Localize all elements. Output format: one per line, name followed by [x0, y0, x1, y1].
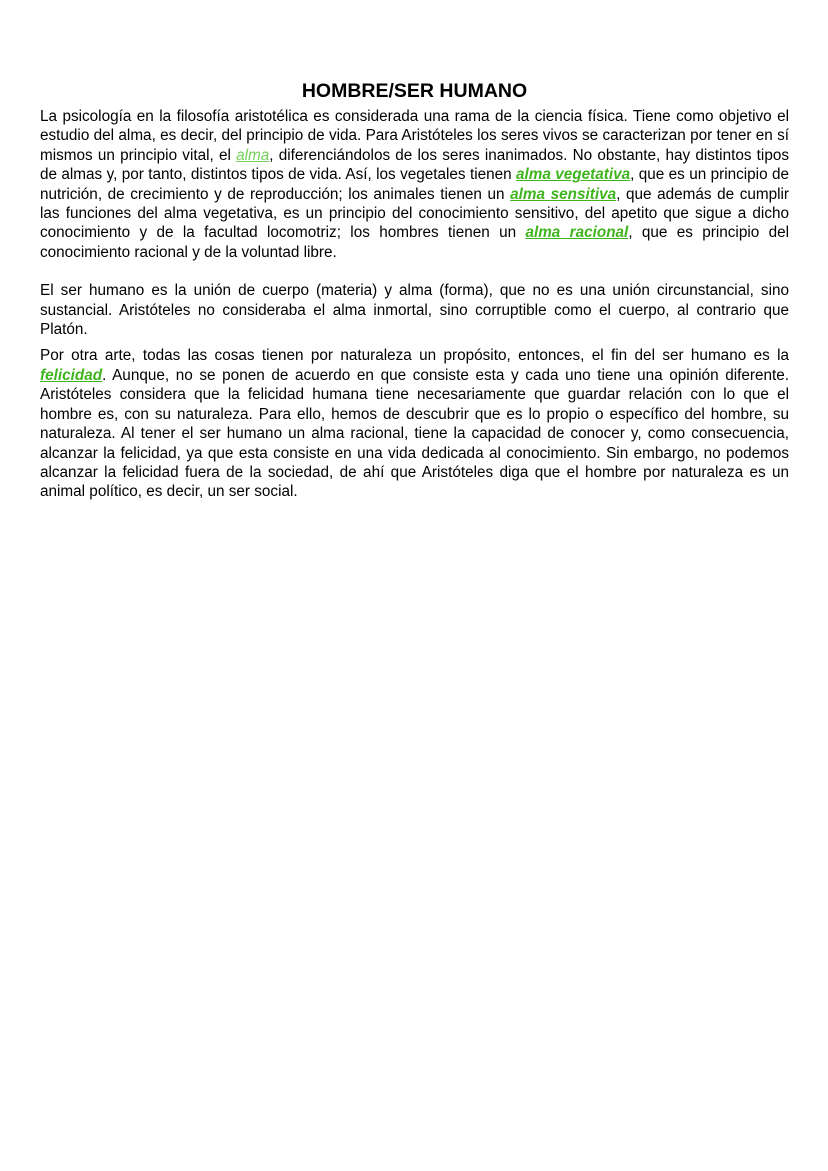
text-segment: La psicología en la filosofía aristotélica es considerada una rama de la ciencia física. Tiene como objetivo el estudio del alma, es decir, del principio de vida. Para Aristóteles los seres vivos se caracterizan por tener en sí mismos un principio vital, el: [40, 108, 789, 164]
term-alma-sensitiva: alma sensitiva: [510, 185, 617, 203]
text-segment: , diferenciándolos de los seres inanimados. No obstante, hay distintos tipos de almas y, por tanto, distintos tipos de vida. Así, los vegetales tienen: [40, 146, 789, 184]
term-alma-racional: alma racional: [525, 224, 629, 242]
text-segment: , que es un principio de nutrición, de crecimiento y de reproducción; los animales tienen un: [40, 166, 789, 203]
text-segment: . Aunque, no se ponen de acuerdo en que consiste esta y cada uno tiene una opinión diferente. Aristóteles considera que la felicidad humana tiene necesariamente que guardar relación con lo que el hombre es, con su naturaleza. Para ello, hemos de descubrir que es lo propio o específico del hombre, su naturaleza. Al tener el ser humano un alma racional, tiene la capacidad de conocer y, como consecuencia, alcanzar la felicidad, ya que esta consiste en una vida dedicada al conocimiento. Sin embargo, no podemos alcanzar la felicidad fuera de la sociedad, de ahí que Aristóteles diga que el hombre por naturaleza es un animal político, es decir, un ser social.: [40, 366, 789, 501]
document-page: [40, 78, 789, 502]
page-title: HOMBRE/SER HUMANO: [301, 80, 528, 102]
term-felicidad: felicidad: [40, 366, 103, 384]
paragraph-felicidad: [40, 346, 789, 501]
term-alma: alma: [236, 146, 270, 164]
term-alma-vegetativa: alma vegetativa: [516, 166, 631, 184]
text-segment: Por otra arte, todas las cosas tienen por naturaleza un propósito, entonces, el fin del ser humano es la: [40, 347, 789, 365]
paragraph-union-cuerpo-alma: El ser humano es la unión de cuerpo (materia) y alma (forma), que no es una unión circunstancial, sino sustancial. Aristóteles no consideraba el alma inmortal, sino corruptible como el cuerpo, al contrario que Platón.: [40, 282, 789, 339]
text-segment: , que además de cumplir las funciones del alma vegetativa, es un principio del conocimiento sensitivo, del apetito que sigue a dicho conocimiento y de la facultad locomotriz; los hombres tienen un: [40, 185, 790, 242]
text-segment: , que es principio del conocimiento racional y de la voluntad libre.: [40, 224, 789, 261]
paragraph-alma-types: [40, 107, 789, 262]
